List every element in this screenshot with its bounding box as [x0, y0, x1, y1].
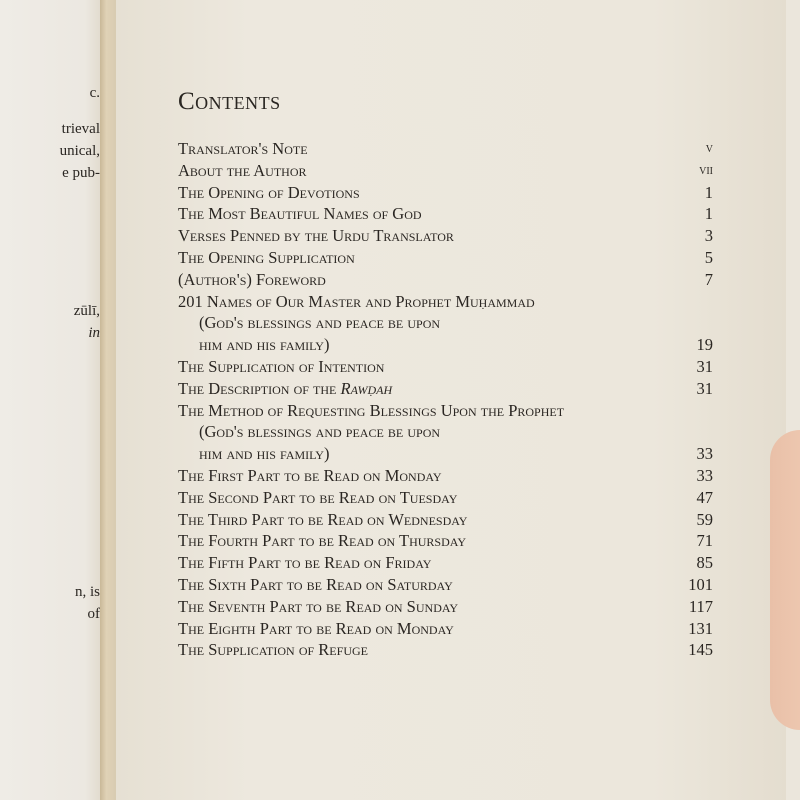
table-of-contents: [178, 138, 713, 661]
finger: [770, 430, 800, 730]
toc-page-number: 33: [696, 444, 713, 464]
toc-entry-title: Verses Penned by the Urdu Translator: [178, 226, 454, 246]
toc-entry-title: him and his family): [199, 335, 330, 355]
toc-entry: [178, 596, 713, 618]
left-page-text: zūlī,: [73, 303, 100, 319]
toc-page-number: 1: [704, 204, 713, 224]
toc-page-number: 131: [688, 618, 713, 638]
toc-page-number: 59: [696, 509, 713, 529]
page-title: Contents: [178, 88, 281, 115]
toc-entry-title: The Fourth Part to be Read on Thursday: [178, 531, 466, 551]
toc-page-number: 31: [696, 356, 713, 376]
toc-entry: [178, 465, 713, 487]
left-page-text: e pub-: [62, 165, 100, 181]
toc-entry-title: The Second Part to be Read on Tuesday: [178, 487, 458, 507]
toc-entry: [178, 160, 713, 182]
toc-entry-title: The Third Part to be Read on Wednesday: [178, 509, 468, 529]
toc-page-number: 33: [696, 465, 713, 485]
toc-entry: [178, 334, 713, 356]
toc-entry: [178, 225, 713, 247]
toc-page-number: 31: [696, 378, 713, 398]
toc-page-number: 85: [696, 553, 713, 573]
toc-entry-title: (Author's) Foreword: [178, 269, 326, 289]
toc-entry: [178, 574, 713, 596]
toc-entry-title: The Sixth Part to be Read on Saturday: [178, 574, 453, 594]
toc-page-number: 71: [696, 531, 713, 551]
toc-entry-title: The First Part to be Read on Monday: [178, 465, 442, 485]
toc-page-number: vii: [699, 162, 713, 178]
toc-entry: [178, 487, 713, 509]
toc-entry: [178, 618, 713, 640]
toc-entry-title: him and his family): [199, 444, 330, 464]
toc-entry: [178, 378, 713, 400]
toc-entry-title: Translator's Note: [178, 139, 308, 158]
toc-entry: [178, 291, 713, 313]
toc-entry-title: About the Author: [178, 160, 307, 180]
left-page-text: in: [88, 325, 100, 341]
toc-entry-title: 201 Names of Our Master and Prophet Muḥammad: [178, 291, 535, 311]
toc-entry-title: The Fifth Part to be Read on Friday: [178, 553, 432, 573]
toc-entry: [178, 356, 713, 378]
left-page-text: unical,: [59, 143, 100, 159]
toc-entry: [178, 530, 713, 552]
left-page-text: of: [87, 606, 100, 622]
toc-entry: [178, 400, 713, 422]
toc-entry: [178, 247, 713, 269]
toc-entry-title: The Supplication of Refuge: [178, 640, 368, 660]
toc-entry: [178, 203, 713, 225]
toc-entry-title: The Opening of Devotions: [178, 182, 360, 202]
toc-entry: [178, 421, 713, 443]
left-page-text: c.: [89, 85, 100, 101]
toc-page-number: 3: [704, 226, 713, 246]
toc-page-number: 5: [704, 247, 713, 267]
toc-entry-title: (God's blessings and peace be upon: [199, 313, 441, 333]
toc-entry-title: The Description of the Rawḍah: [178, 378, 393, 398]
toc-entry: [178, 509, 713, 531]
toc-page-number: v: [705, 141, 713, 156]
toc-entry: [178, 269, 713, 291]
toc-entry: [178, 443, 713, 465]
toc-entry: [178, 552, 713, 574]
toc-entry: [178, 182, 713, 204]
toc-entry-title: The Opening Supplication: [178, 247, 355, 267]
toc-page-number: 101: [688, 574, 713, 594]
toc-page-number: 117: [688, 596, 713, 616]
book-gutter: [100, 0, 116, 800]
toc-entry: [178, 639, 713, 661]
toc-entry: [178, 312, 713, 334]
left-page: [0, 0, 100, 800]
toc-entry-title: The Method of Requesting Blessings Upon the Prophet: [178, 400, 565, 420]
left-page-text: n, is: [74, 584, 100, 600]
toc-entry-title: The Seventh Part to be Read on Sunday: [178, 596, 459, 616]
toc-page-number: 7: [704, 269, 713, 289]
toc-page-number: 1: [704, 182, 713, 202]
toc-entry-title: The Eighth Part to be Read on Monday: [178, 618, 454, 638]
toc-page-number: 19: [696, 335, 713, 355]
toc-entry: [178, 138, 713, 160]
toc-entry-title: (God's blessings and peace be upon: [199, 422, 441, 442]
left-page-text: trieval: [61, 121, 100, 137]
toc-entry-title: The Supplication of Intention: [178, 356, 385, 376]
toc-page-number: 145: [688, 640, 713, 660]
toc-page-number: 47: [696, 487, 713, 507]
toc-entry-title: The Most Beautiful Names of God: [178, 204, 422, 224]
